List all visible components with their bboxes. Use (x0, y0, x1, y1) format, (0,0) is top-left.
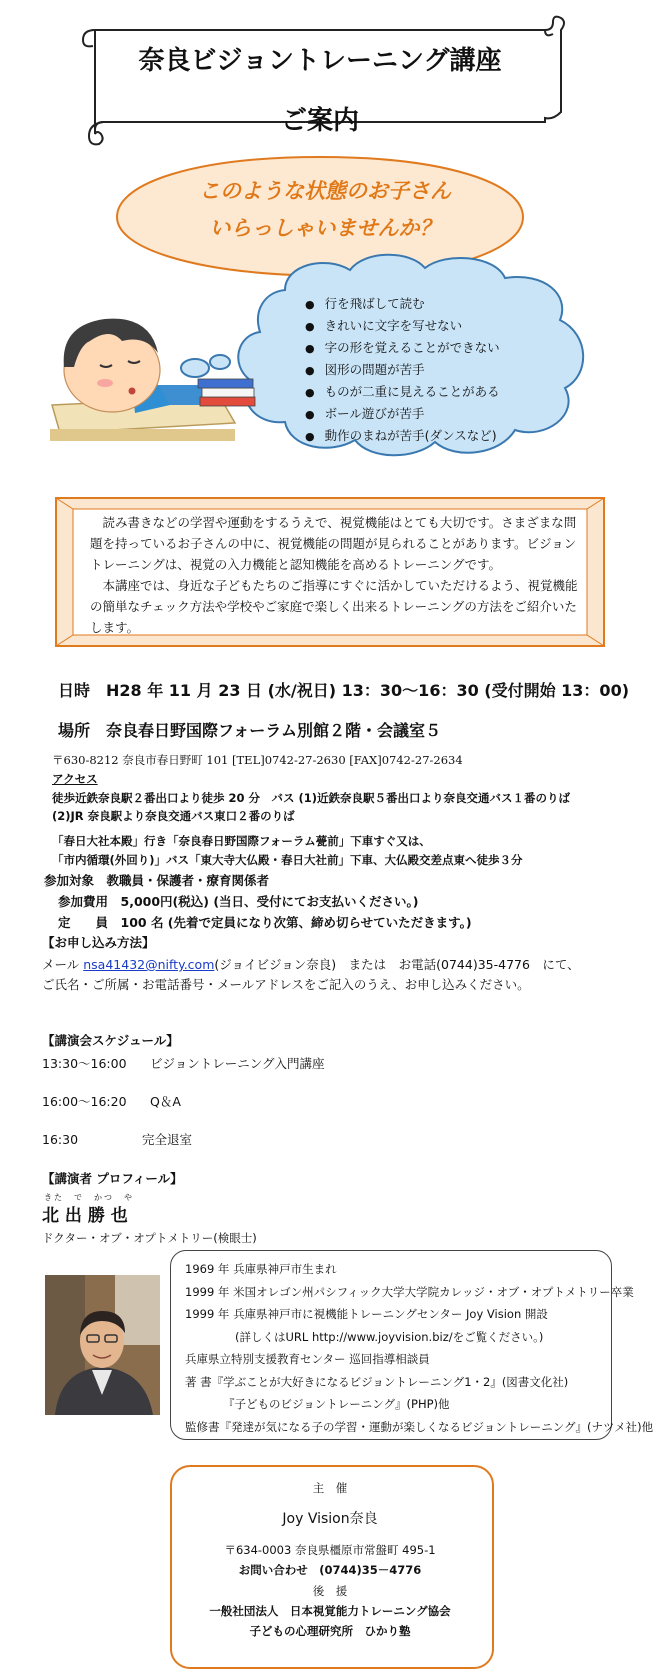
intro-paragraph-1: 読み書きなどの学習や運動をするうえで、視覚機能はとても大切です。さまざまな問題を持っているお子さんの中に、視覚機能の問題が見られることがあります。ビジョントレーニングは、視覚の入力機能と認知機能を高めるトレーニングです。 (90, 515, 577, 572)
schedule-desc: 完全退室 (142, 1132, 193, 1147)
sleepy-child-illustration (50, 305, 280, 465)
host-name: Joy Vision奈良 (282, 1511, 378, 1527)
intro-paragraph-2: 本講座では、身近な子どもたちのご指導にすぐに活かしていただけるよう、視覚機能の簡単なチェック方法や学校やご家庭で楽しく出来るトレーニングの方法をご紹介いたします。 (90, 578, 578, 635)
mail-rest: (ジョイビジョン奈良) または お電話(0744)35-4776 にて、 (214, 957, 580, 972)
fee: 参加費用 5,000円(税込) (当日、受付にてお支払いください。) (58, 894, 419, 909)
application-instructions: ご氏名・ご所属・お電話番号・メールアドレスをご記入のうえ、お申し込みください。 (42, 977, 530, 992)
list-item: ● ものが二重に見えることがある (305, 381, 500, 403)
email-link[interactable]: nsa41432@nifty.com (83, 957, 215, 972)
access-line-1: 徒歩近鉄奈良駅２番出口より徒歩 20 分 バス (1)近鉄奈良駅５番出口より奈良交通バス１番のりば (52, 791, 571, 805)
venue-address: 〒630-8212 奈良市春日野町 101 [TEL]0742-27-2630 [FAX]0742-27-2634 (52, 753, 463, 767)
bus-line-1: 「春日大社本殿」行き「奈良春日野国際フォーラム甍前」下車すぐ又は、 (52, 834, 431, 848)
profile-line: 兵庫県立特別支援教育センター 巡回指導相談員 (185, 1352, 430, 1366)
page-title: 奈良ビジョントレーニング講座 (138, 46, 502, 76)
speaker-photo (45, 1275, 160, 1415)
schedule-heading: 【講演会スケジュール】 (42, 1033, 179, 1048)
speaker-title: ドクター・オブ・オプトメトリー(検眼士) (42, 1231, 257, 1245)
profile-line: 1999 年 米国オレゴン州パシフィック大学大学院カレッジ・オブ・オプトメトリー卒業 (185, 1284, 634, 1299)
speaker-ruby: きた で かつ や (44, 1193, 134, 1202)
list-item: ● ボール遊びが苦手 (305, 403, 500, 425)
list-item: ● 動作のまねが苦手(ダンスなど) (305, 425, 500, 447)
access-label: アクセス (52, 772, 98, 786)
profile-line: 1999 年 兵庫県神戸市に視機能トレーニングセンター Joy Vision 開設 (185, 1307, 548, 1321)
application-heading: 【お申し込み方法】 (42, 935, 155, 950)
bus-line-2: 「市内循環(外回り)」バス「東大寺大仏殿・春日大社前」下車、大仏殿交差点東へ徒歩３分 (52, 853, 523, 867)
list-item: ● 行を飛ばして読む (305, 293, 500, 315)
list-item: ● きれいに文字を写せない (305, 315, 500, 337)
support-org-1: 一般社団法人 日本視覚能力トレーニング協会 (209, 1604, 451, 1618)
list-item: ● 図形の問題が苦手 (305, 359, 500, 381)
profile-line[interactable]: (詳しくはURL http://www.joyvision.biz/をご覧ください。) (235, 1329, 544, 1344)
schedule-time: 16:00～16:20 (42, 1094, 127, 1109)
application-mail-line (42, 956, 580, 974)
profile-line: 監修書『発達が気になる子の学習・運動が楽しくなるビジョントレーニング』(ナツメ社)他 (185, 1419, 654, 1434)
mail-label: メール (42, 957, 80, 972)
question-line-2: いらっしゃいませんか？ (209, 216, 441, 240)
speaker-heading: 【講演者 プロフィール】 (42, 1171, 183, 1186)
support-org-2: 子どもの心理研究所 ひかり塾 (249, 1624, 411, 1638)
target-audience: 参加対象 教職員・保護者・療育関係者 (44, 873, 270, 888)
profile-line: 『子どものビジョントレーニング』(PHP)他 (223, 1397, 450, 1411)
access-line-2: (2)JR 奈良駅より奈良交通バス東口２番のりば (52, 809, 295, 823)
event-venue: 場所 奈良春日野国際フォーラム別館２階・会議室５ (58, 721, 442, 740)
list-item: ● 字の形を覚えることができない (305, 337, 500, 359)
symptom-list (305, 293, 500, 447)
profile-list (185, 1258, 653, 1438)
host-contact: お問い合わせ (0744)35－4776 (238, 1563, 422, 1577)
schedule-desc: Q＆A (150, 1094, 181, 1109)
support-label: 後 援 (312, 1584, 348, 1598)
question-line-1: このような状態のお子さん (199, 179, 451, 203)
schedule-time: 13:30～16:00 (42, 1056, 127, 1071)
host-label: 主 催 (312, 1481, 348, 1495)
speaker-name: 北 出 勝 也 (42, 1206, 128, 1226)
capacity: 定 員 100 名 (先着で定員になり次第、締め切らせていただきます。) (58, 915, 472, 930)
event-datetime: 日時 H28 年 11 月 23 日 (水/祝日) 13：30～16：30 (受付開始 13：00) (58, 681, 630, 700)
host-address: 〒634-0003 奈良県橿原市常盤町 495-1 (224, 1543, 436, 1557)
profile-line: 1969 年 兵庫県神戸市生まれ (185, 1262, 337, 1276)
intro-text (90, 512, 580, 638)
page-subtitle: ご案内 (280, 106, 359, 136)
schedule-time: 16:30 (42, 1132, 79, 1147)
schedule-desc: ビジョントレーニング入門講座 (150, 1056, 325, 1071)
profile-line: 著 書『学ぶことが大好きになるビジョントレーニング1・2』(図書文化社) (185, 1374, 569, 1389)
